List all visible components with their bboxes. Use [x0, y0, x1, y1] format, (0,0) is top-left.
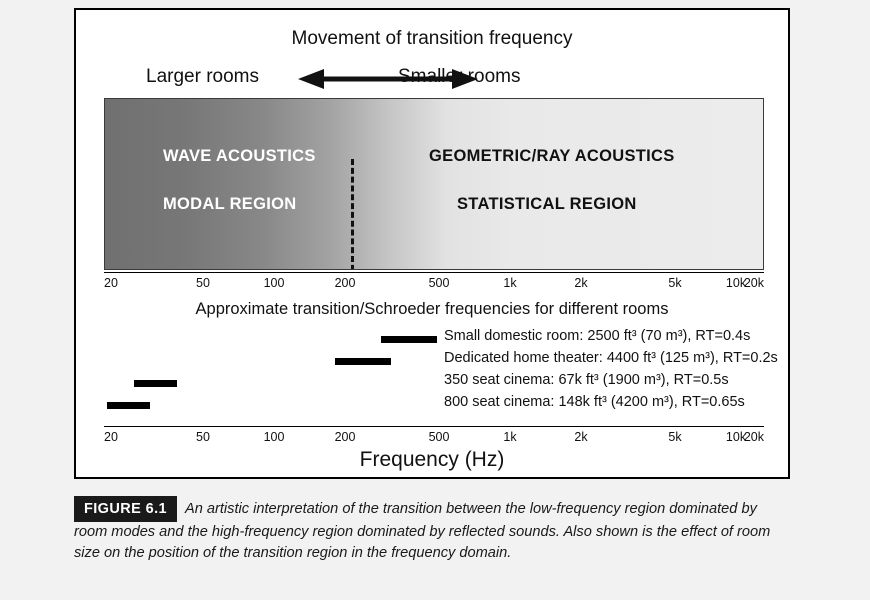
lower-frequency-axis-line [104, 426, 764, 427]
tick-label: 20 [104, 276, 118, 290]
tick-label: 100 [263, 276, 285, 290]
wave-acoustics-label: WAVE ACOUSTICS [163, 147, 316, 165]
statistical-region-label: STATISTICAL REGION [457, 195, 637, 213]
larger-rooms-label: Larger rooms [146, 66, 259, 87]
room-bars-area [104, 328, 778, 420]
frequency-axis-title: Frequency (Hz) [359, 448, 505, 471]
tick-label: 20 [104, 430, 118, 444]
smaller-rooms-label: Smaller rooms [398, 66, 521, 87]
room-bar [107, 402, 150, 409]
transition-frequency-title: Movement of transition frequency [291, 28, 573, 49]
room-label: 350 seat cinema: 67k ft³ (1900 m³), RT=0.5s [444, 372, 729, 388]
tick-label: 2k [574, 430, 588, 444]
tick-label: 10k [725, 276, 747, 290]
tick-label: 10k [725, 430, 747, 444]
arrow-row [76, 66, 788, 92]
room-label: 800 seat cinema: 148k ft³ (4200 m³), RT=0.65s [444, 394, 745, 410]
geometric-ray-acoustics-label: GEOMETRIC/RAY ACOUSTICS [429, 147, 675, 165]
room-bar [335, 358, 391, 365]
approximate-frequencies-caption: Approximate transition/Schroeder frequencies for different rooms [195, 300, 669, 318]
figure-frame [74, 8, 790, 479]
tick-label: 1k [503, 430, 517, 444]
tick-label: 5k [668, 276, 682, 290]
tick-label: 50 [196, 430, 210, 444]
tick-label: 500 [428, 430, 450, 444]
tick-label: 20k [743, 430, 764, 444]
tick-label: 100 [263, 430, 285, 444]
upper-frequency-axis-line [104, 272, 764, 273]
figure-caption-text: An artistic interpretation of the transition between the low-frequency region dominated by room modes and the high-frequency region dominated by reflected sounds. Also shown is the effect of room size on the position of the transition region in the frequency domain. [74, 501, 771, 562]
figure-number-tag: FIGURE 6.1 [74, 496, 177, 522]
tick-label: 200 [334, 276, 356, 290]
tick-label: 200 [334, 430, 356, 444]
tick-label: 1k [503, 276, 517, 290]
tick-label: 20k [743, 276, 764, 290]
room-label: Dedicated home theater: 4400 ft³ (125 m³), RT=0.2s [444, 350, 778, 366]
modal-region-label: MODAL REGION [163, 195, 297, 213]
upper-frequency-axis-ticks [104, 276, 764, 294]
figure-caption [74, 496, 790, 564]
tick-label: 500 [428, 276, 450, 290]
tick-label: 2k [574, 276, 588, 290]
room-bar [134, 380, 177, 387]
lower-frequency-axis-ticks [104, 430, 764, 448]
room-label: Small domestic room: 2500 ft³ (70 m³), RT=0.4s [444, 328, 751, 344]
tick-label: 50 [196, 276, 210, 290]
transition-divider [351, 159, 354, 270]
tick-label: 5k [668, 430, 682, 444]
room-bar [381, 336, 437, 343]
acoustics-gradient-band [104, 98, 764, 270]
